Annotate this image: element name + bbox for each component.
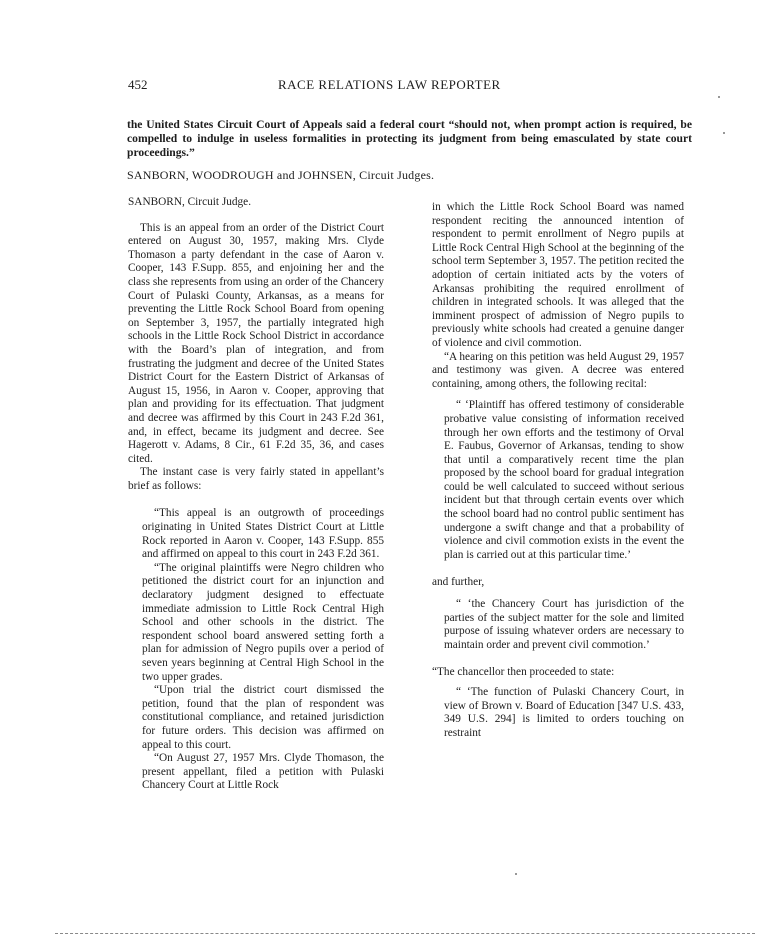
block-quote: “Upon trial the district court dismissed the petition, found that the plan of respondent was constitutional compliance, and retained jurisdiction for future orders. This decision was affirmed on appeal to this court. <box>142 684 384 751</box>
scan-speck <box>515 873 517 875</box>
headnote: the United States Circuit Court of Appeals said a federal court “should not, when prompt action is required, be compelled to indulge in useless formalities in protecting its judgment from being emasculated by state court proceedings.” <box>127 118 692 159</box>
bottom-rule <box>55 933 755 934</box>
left-column <box>128 196 384 793</box>
paragraph: “A hearing on this petition was held August 29, 1957 and testimony was given. A decree was entered containing, among others, the following recital: <box>432 350 684 390</box>
paragraph: This is an appeal from an order of the District Court entered on August 30, 1957, making Mrs. Clyde Thomason a party defendant in the case of Aaron v. Cooper, 143 F.Supp. 855, and enjoining her and the class she represents from using an order of the Chancery Court of Pulaski County, Arkansas, as a means for preventing the Little Rock School Board from opening on September 3, 1957, the partially integrated high schools in the Little Rock School District in accordance with the Board’s plan of integration, and from frustrating the judgment and decree of the United States District Court for the Eastern District of Arkansas of August 15, 1956, in Aaron v. Cooper, approving that plan and providing for its effectuation. That judgment and decree was affirmed by this Court in 243 F.2d 361, and, in effect, became its judgment and decree. See Hagerott v. Adams, 8 Cir., 61 F.2d 35, 36, and cases cited. <box>128 221 384 465</box>
running-title: RACE RELATIONS LAW REPORTER <box>278 77 501 92</box>
block-quote: “On August 27, 1957 Mrs. Clyde Thomason, the present appellant, filed a petition with Pulaski Chancery Court at Little Rock <box>142 752 384 792</box>
judges-line: SANBORN, WOODROUGH and JOHNSEN, Circuit Judges. <box>127 168 435 182</box>
block-quote: “ ‘Plaintiff has offered testimony of considerable probative value consisting of information received through her own efforts and the testimony of Orval E. Faubus, Governor of Arkansas, tending to show that until a comparatively recent time the plan proposed by the school board for gradual integration could be well calculated to succeed without serious incident but that through certain events over which the school board had no control public sentiment has undergone a swift change and that a probability of violence and civil commotion exists in the event the plan is carried out at this particular time.’ <box>444 399 684 561</box>
block-quote: “The original plaintiffs were Negro children who petitioned the district court for an injunction and declaratory judgment designed to effectuate immediate admission to Little Rock Central High School and other schools in the district. The respondent school board answered setting forth a plan for admission of Negro pupils over a period of seven years beginning at Central High School in the two upper grades. <box>142 561 384 683</box>
paragraph: The instant case is very fairly stated in appellant’s brief as follows: <box>128 466 384 492</box>
block-quote: “This appeal is an outgrowth of proceedings originating in United States District Court at Little Rock reported in Aaron v. Cooper, 143 F.Supp. 855 and affirmed on appeal to this court in 243 F.2d 361. <box>142 507 384 561</box>
paragraph: in which the Little Rock School Board was named respondent reciting the announced intention of respondent to permit enrollment of Negro pupils at Little Rock Central High School at the beginning of the school term September 3, 1957. The petition recited the adoption of certain initiated acts by the voters of Arkansas prohibiting the required enrollment of children in integrated schools. It was alleged that the imminent prospect of admission of Negro pupils to previously white schools had created a genuine danger of violence and civil commotion. <box>432 201 684 349</box>
paragraph: and further, <box>432 576 485 589</box>
scan-speck <box>723 132 725 134</box>
right-column <box>432 201 684 740</box>
block-quote: “ ‘The function of Pulaski Chancery Court, in view of Brown v. Board of Education [347 U.S. 433, 349 U.S. 294] is limited to orders touching on restraint <box>444 686 684 739</box>
opinion-author: SANBORN, Circuit Judge. <box>128 196 252 208</box>
paragraph: “The chancellor then proceeded to state: <box>432 666 615 679</box>
block-quote: “ ‘the Chancery Court has jurisdiction of the parties of the subject matter for the sole and limited purpose of issuing whatever orders are necessary to maintain order and prevent civil commotion.’ <box>444 598 684 651</box>
scan-speck <box>718 96 720 98</box>
page-number: 452 <box>128 77 148 92</box>
